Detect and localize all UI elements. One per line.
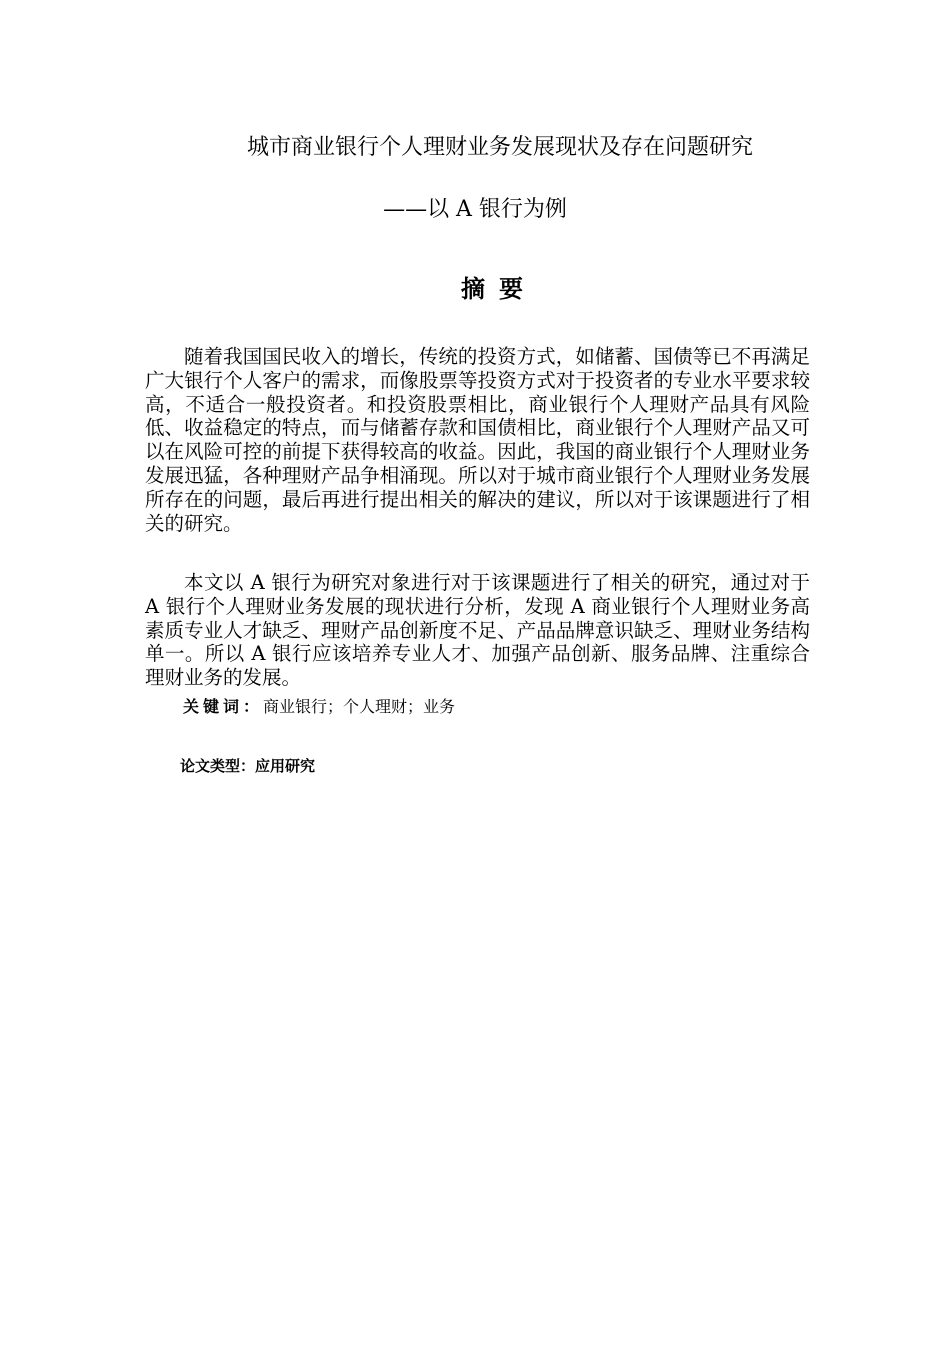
- abstract-paragraph-2: 本文以 A 银行为研究对象进行对于该课题进行了相关的研究，通过对于 A 银行个人理财业务发展的现状进行分析，发现 A 商业银行个人理财业务高素质专业人才缺乏、理财产品创新度不足、产品品牌意识缺乏、理财业务结构单一。所以 A 银行应该培养专业人才、加强产品创新、服务品牌、注重综合理财业务的发展。: [145, 571, 810, 690]
- paper-type-line: [180, 755, 315, 777]
- paper-subtitle: ——以 A 银行为例: [383, 197, 567, 222]
- paper-title: 城市商业银行个人理财业务发展现状及存在问题研究: [246, 135, 753, 160]
- abstract-heading: 摘要: [461, 275, 537, 303]
- keywords-value: 商业银行；个人理财；业务: [263, 697, 456, 716]
- abstract-paragraph-1: 随着我国国民收入的增长，传统的投资方式，如储蓄、国债等已不再满足广大银行个人客户的需求，而像股票等投资方式对于投资者的专业水平要求较高，不适合一般投资者。和投资股票相比，商业银行个人理财产品具有风险低、收益稳定的特点，而与储蓄存款和国债相比，商业银行个人理财产品又可以在风险可控的前提下获得较高的收益。因此，我国的商业银行个人理财业务发展迅猛，各种理财产品争相涌现。所以对于城市商业银行个人理财业务发展所存在的问题，最后再进行提出相关的解决的建议，所以对于该课题进行了相关的研究。: [145, 345, 810, 535]
- paper-type-value: 应用研究: [255, 757, 316, 775]
- keywords-line: [183, 695, 455, 719]
- paper-type-label: 论文类型：: [180, 757, 256, 775]
- keywords-label: 关键词：: [183, 697, 264, 716]
